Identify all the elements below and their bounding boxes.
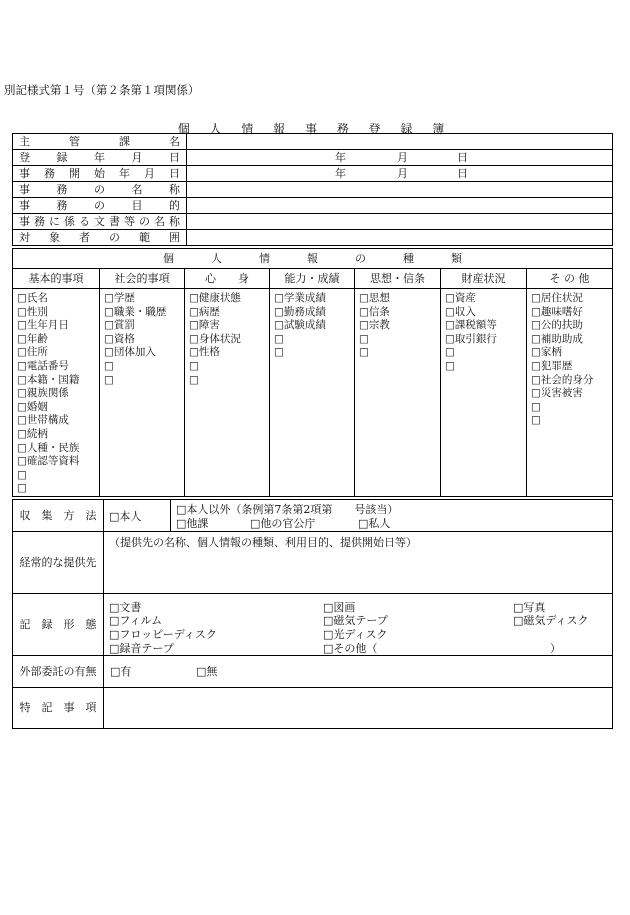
row-provision — [13, 532, 613, 594]
checkbox-item[interactable]: □資産 — [445, 292, 476, 304]
day-mark: 日 — [457, 151, 468, 164]
checkbox-item[interactable]: □思想 — [359, 292, 390, 304]
label-registration-date: 登 録 年 月 日 — [13, 150, 187, 166]
row-purpose — [13, 198, 613, 214]
other-close-paren: ） — [550, 642, 561, 655]
value-office-name[interactable] — [187, 182, 613, 198]
checkbox-item[interactable]: □続柄 — [17, 427, 48, 440]
form-number-label: 別記様式第１号（第２条第１項関係） — [4, 83, 200, 97]
category-column — [527, 289, 613, 497]
checkbox-item[interactable]: □信条 — [359, 305, 390, 318]
checkbox-item[interactable]: □健康状態 — [189, 292, 241, 304]
checkbox-item[interactable]: □資格 — [104, 332, 135, 345]
checkbox-item[interactable]: □ — [359, 346, 369, 359]
checkbox-item[interactable]: □取引銀行 — [445, 332, 497, 345]
checkbox-other-dept[interactable]: □他課 — [176, 517, 209, 530]
checkbox-item[interactable]: □親族関係 — [17, 387, 69, 400]
checkbox-item[interactable]: □ — [531, 400, 541, 413]
value-outsourcing — [104, 656, 613, 688]
checkbox-recording-option[interactable]: □写真 — [513, 601, 546, 614]
label-office-name: 事 務 の 名 称 — [13, 182, 187, 198]
category-header: 能力・成績 — [270, 269, 355, 289]
checkbox-other-than-self[interactable]: □本人以外（条例第7条第2項第 号該当） — [176, 503, 399, 516]
checkbox-item[interactable]: □性格 — [189, 346, 220, 359]
checkbox-private[interactable]: □私人 — [358, 517, 391, 530]
checkbox-item[interactable]: □学歴 — [104, 292, 135, 304]
year-mark: 年 — [335, 151, 346, 164]
checkbox-item[interactable]: □団体加入 — [104, 346, 156, 359]
checkbox-item[interactable]: □生年月日 — [17, 319, 69, 332]
row-remarks — [13, 688, 613, 729]
checkbox-item[interactable]: □補助助成 — [531, 332, 583, 345]
label-start-date: 事 務 開 始 年 月 日 — [13, 166, 187, 182]
checkbox-item[interactable]: □社会的身分 — [531, 373, 594, 386]
value-collection — [104, 500, 613, 532]
checkbox-item[interactable]: □職業・職歴 — [104, 305, 167, 318]
checkbox-item[interactable]: □ — [189, 359, 199, 372]
checkbox-item[interactable]: □氏名 — [17, 292, 48, 304]
month-mark: 月 — [397, 167, 408, 180]
value-purpose[interactable] — [187, 198, 613, 214]
row-target-scope — [13, 230, 613, 246]
checkbox-item[interactable]: □住所 — [17, 346, 48, 359]
registration-table-top — [12, 133, 613, 246]
day-mark: 日 — [457, 167, 468, 180]
checkbox-recording-option[interactable]: □磁気ディスク — [513, 614, 589, 627]
checkbox-item[interactable]: □家柄 — [531, 346, 562, 359]
row-doc-name — [13, 214, 613, 230]
checkbox-item[interactable]: □ — [274, 332, 284, 345]
label-target-scope: 対 象 者 の 範 囲 — [13, 230, 187, 246]
checkbox-item[interactable]: □世帯構成 — [17, 414, 69, 427]
checkbox-item[interactable]: □居住状況 — [531, 292, 583, 304]
checkbox-recording-option[interactable]: □磁気テープ — [323, 614, 388, 627]
checkbox-recording-option[interactable]: □フロッピーディスク — [109, 628, 217, 641]
category-header: 基本的事項 — [13, 269, 100, 289]
checkbox-item[interactable]: □病歴 — [189, 305, 220, 318]
row-registration-date — [13, 150, 613, 166]
checkbox-item[interactable]: □ — [445, 359, 455, 372]
label-collection: 収 集 方 法 — [13, 500, 104, 532]
checkbox-recording-option[interactable]: □録音テープ — [109, 642, 174, 655]
checkbox-other-office[interactable]: □他の官公庁 — [250, 517, 316, 530]
label-manager: 主 管 課 名 — [13, 134, 187, 150]
checkbox-item[interactable]: □試験成績 — [274, 319, 326, 332]
checkbox-item[interactable]: □ — [445, 346, 455, 359]
checkbox-item[interactable]: □電話番号 — [17, 359, 69, 372]
value-start-date[interactable] — [187, 166, 613, 182]
document-title: 個 人 情 報 事 務 登 録 簿 — [177, 122, 453, 136]
checkbox-recording-option[interactable]: □図画 — [323, 601, 356, 614]
checkbox-item[interactable]: □人種・民族 — [17, 441, 80, 454]
category-header: 社会的事項 — [100, 269, 185, 289]
checkbox-item[interactable]: □宗教 — [359, 319, 390, 332]
checkbox-recording-option[interactable]: □文書 — [109, 601, 142, 614]
checkbox-item[interactable]: □学業成績 — [274, 292, 326, 304]
checkbox-item[interactable]: □ — [189, 373, 199, 386]
value-manager[interactable] — [187, 134, 613, 150]
category-header: そ の 他 — [527, 269, 613, 289]
checkbox-item[interactable]: □身体状況 — [189, 332, 241, 345]
value-doc-name[interactable] — [187, 214, 613, 230]
category-column — [441, 289, 527, 497]
checkbox-item[interactable]: □障害 — [189, 319, 220, 332]
checkbox-item[interactable]: □勤務成績 — [274, 305, 326, 318]
checkbox-item[interactable]: □婚姻 — [17, 400, 48, 413]
row-collection — [13, 500, 613, 532]
category-column — [185, 289, 270, 497]
checkbox-item[interactable]: □公的扶助 — [531, 319, 583, 332]
checkbox-item[interactable]: □ — [17, 468, 27, 481]
value-provision[interactable]: （提供先の名称、個人情報の種類、利用目的、提供開始日等） — [104, 532, 613, 594]
category-header: 思想・信条 — [355, 269, 441, 289]
checkbox-recording-option[interactable]: □フィルム — [109, 614, 163, 627]
value-remarks[interactable] — [104, 688, 613, 729]
checkbox-item[interactable]: □確認等資料 — [17, 455, 80, 468]
checkbox-recording-option[interactable]: □光ディスク — [323, 628, 388, 641]
label-remarks: 特 記 事 項 — [13, 688, 104, 729]
value-recording — [104, 594, 613, 656]
checkbox-item[interactable]: □ — [359, 332, 369, 345]
label-recording: 記 録 形 態 — [13, 594, 104, 656]
row-office-name — [13, 182, 613, 198]
label-doc-name: 事 務 に 係 る 文 書 等 の 名 称 — [13, 214, 187, 230]
month-mark: 月 — [397, 151, 408, 164]
label-purpose: 事 務 の 目 的 — [13, 198, 187, 214]
label-provision: 経常的な提供先 — [13, 532, 104, 594]
registration-table-bottom — [12, 499, 613, 729]
checkbox-item[interactable]: □課税額等 — [445, 319, 497, 332]
checkbox-item[interactable]: □性別 — [17, 305, 48, 318]
checkbox-item[interactable]: □賞罰 — [104, 319, 135, 332]
checkbox-item[interactable]: □趣味嗜好 — [531, 305, 583, 318]
checkbox-item[interactable]: □災害被害 — [531, 387, 583, 400]
checkbox-item[interactable]: □ — [17, 482, 27, 495]
row-recording — [13, 594, 613, 656]
value-target-scope[interactable] — [187, 230, 613, 246]
category-column — [355, 289, 441, 497]
label-outsourcing: 外部委託の有無 — [13, 656, 104, 688]
info-types-table — [12, 248, 613, 497]
info-types-header: 個 人 情 報 の 種 類 — [13, 249, 613, 269]
checkbox-item[interactable]: □本籍・国籍 — [17, 373, 80, 386]
category-column — [100, 289, 185, 497]
checkbox-outsourcing-yes[interactable]: □有 — [110, 665, 132, 678]
checkbox-item[interactable]: □ — [531, 414, 541, 427]
checkbox-item[interactable]: □年齢 — [17, 332, 48, 345]
checkbox-item[interactable]: □収入 — [445, 305, 476, 318]
checkbox-self[interactable]: □本人 — [109, 510, 142, 523]
category-header: 財産状況 — [441, 269, 527, 289]
checkbox-item[interactable]: □犯罪歴 — [531, 359, 573, 372]
row-outsourcing — [13, 656, 613, 688]
value-registration-date[interactable] — [187, 150, 613, 166]
checkbox-recording-option[interactable]: □その他（ — [323, 642, 378, 655]
checkbox-item[interactable]: □ — [104, 359, 114, 372]
year-mark: 年 — [335, 167, 346, 180]
checkbox-item[interactable]: □ — [104, 373, 114, 386]
category-column — [270, 289, 355, 497]
row-manager — [13, 134, 613, 150]
category-column — [13, 289, 100, 497]
checkbox-item[interactable]: □ — [274, 346, 284, 359]
category-header: 心 身 — [185, 269, 270, 289]
row-start-date — [13, 166, 613, 182]
checkbox-outsourcing-no[interactable]: □無 — [196, 665, 218, 678]
